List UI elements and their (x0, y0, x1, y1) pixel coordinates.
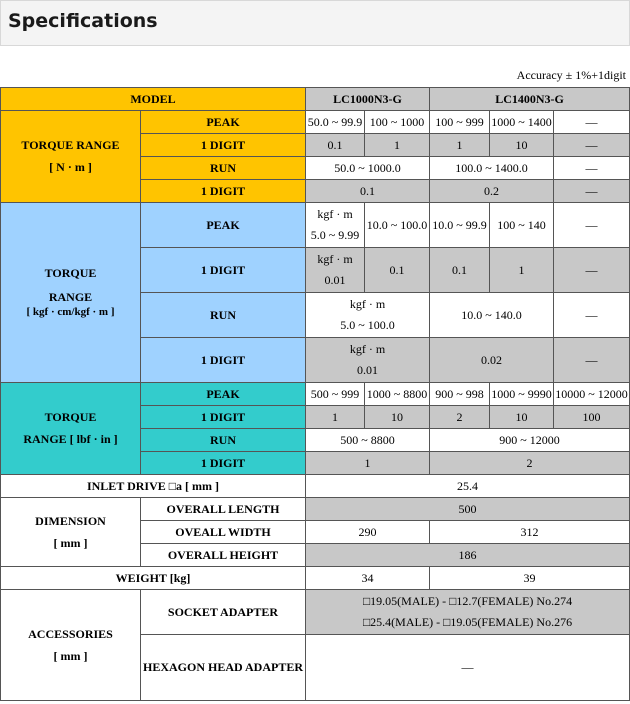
lbf-digit-cell: 10 (365, 406, 430, 429)
nm-group-line2: [ N · m ] (49, 160, 92, 174)
dim-length-row (1, 498, 630, 521)
nm-run-digit-cell: 0.2 (430, 180, 554, 203)
lbf-digit-cell: 2 (430, 406, 490, 429)
length-value: 500 (306, 498, 630, 521)
lbf-group-line1: TORQUE (44, 410, 97, 424)
accessories-line2: [ mm ] (53, 648, 88, 663)
lbf-digit-cell: 1 (306, 406, 365, 429)
hex-label: HEXAGON HEAD ADAPTER (141, 635, 306, 701)
model-row (1, 88, 630, 111)
width-value: 290 (306, 521, 430, 544)
nm-peak-label: PEAK (141, 111, 306, 134)
lbf-digit-label: 1 DIGIT (141, 406, 306, 429)
lbf-run-cell: 500 ~ 8800 (306, 429, 430, 452)
nm-peak-row (1, 111, 630, 134)
lbf-peak-cell: 500 ~ 999 (306, 383, 365, 406)
dimension-group-label (1, 498, 141, 567)
nm-peak-cell: 100 ~ 1000 (365, 111, 430, 134)
lbf-peak-row (1, 383, 630, 406)
nm-digit-label: 1 DIGIT (141, 134, 306, 157)
kgf-run-digit-cell: 0.02 (430, 338, 554, 383)
kgf-peak-cell: 10.0 ~ 99.9 (430, 203, 490, 248)
kgf-peak-value: 5.0 ~ 9.99 (310, 228, 360, 242)
kgf-group-line2: RANGE (48, 289, 93, 304)
socket-row (1, 590, 630, 635)
kgf-peak-unit: kgf · m (317, 207, 353, 221)
kgf-peak-row (1, 203, 630, 248)
inlet-row (1, 475, 630, 498)
kgf-run-cell: 10.0 ~ 140.0 (430, 293, 554, 338)
nm-run-cell: — (554, 157, 630, 180)
height-value: 186 (306, 544, 630, 567)
nm-digit-cell: 1 (430, 134, 490, 157)
lbf-run-digit-cell: 2 (430, 452, 630, 475)
kgf-digit-unit: kgf · m (317, 252, 353, 266)
kgf-run-digit-label: 1 DIGIT (141, 338, 306, 383)
kgf-run-cell: — (554, 293, 630, 338)
page-header (0, 0, 630, 46)
lbf-peak-cell: 900 ~ 998 (430, 383, 490, 406)
kgf-run-digit-unit: kgf · m (349, 342, 386, 356)
model-lc1400: LC1400N3-G (430, 88, 630, 111)
lbf-group-label (1, 383, 141, 475)
inlet-label: INLET DRIVE □a [ mm ] (1, 475, 306, 498)
inlet-value: 25.4 (306, 475, 630, 498)
weight-value: 34 (306, 567, 430, 590)
weight-label: WEIGHT [kg] (1, 567, 306, 590)
kgf-peak-cell: — (554, 203, 630, 248)
kgf-run-digit-value: 0.01 (357, 363, 378, 377)
page-title: Specifications (8, 10, 158, 32)
kgf-peak-cell (306, 203, 365, 248)
lbf-run-label: RUN (141, 429, 306, 452)
nm-digit-cell: 10 (490, 134, 554, 157)
nm-peak-cell: 100 ~ 999 (430, 111, 490, 134)
lbf-run-digit-cell: 1 (306, 452, 430, 475)
kgf-run-cell (306, 293, 430, 338)
kgf-digit-cell: 0.1 (365, 248, 430, 293)
dimension-line2: [ mm ] (53, 535, 88, 550)
nm-peak-cell: 1000 ~ 1400 (490, 111, 554, 134)
width-label: OVEALL WIDTH (141, 521, 306, 544)
accessories-line1: ACCESSORIES (28, 626, 113, 641)
width-value: 312 (430, 521, 630, 544)
nm-peak-cell: — (554, 111, 630, 134)
kgf-peak-cell: 10.0 ~ 100.0 (365, 203, 430, 248)
kgf-digit-cell: 1 (490, 248, 554, 293)
socket-value (306, 590, 630, 635)
kgf-run-unit: kgf · m (349, 297, 386, 311)
kgf-digit-cell: 0.1 (430, 248, 490, 293)
lbf-peak-label: PEAK (141, 383, 306, 406)
kgf-group-line1: TORQUE (44, 265, 97, 280)
lbf-peak-cell: 1000 ~ 8800 (365, 383, 430, 406)
model-lc1000: LC1000N3-G (306, 88, 430, 111)
nm-run-digit-cell: — (554, 180, 630, 203)
lbf-digit-cell: 10 (490, 406, 554, 429)
nm-digit-cell: — (554, 134, 630, 157)
nm-group-label (1, 111, 141, 203)
lbf-run-cell: 900 ~ 12000 (430, 429, 630, 452)
model-label: MODEL (1, 88, 306, 111)
kgf-peak-label: PEAK (141, 203, 306, 248)
weight-row (1, 567, 630, 590)
kgf-run-digit-cell: — (554, 338, 630, 383)
nm-run-cell: 50.0 ~ 1000.0 (306, 157, 430, 180)
dimension-line1: DIMENSION (35, 513, 106, 528)
socket-line: □19.05(MALE) - □12.7(FEMALE) No.274 (362, 594, 573, 608)
nm-run-cell: 100.0 ~ 1400.0 (430, 157, 554, 180)
nm-run-digit-label: 1 DIGIT (141, 180, 306, 203)
accuracy-note: Accuracy ± 1%+1digit (516, 68, 626, 82)
nm-digit-cell: 1 (365, 134, 430, 157)
nm-digit-cell: 0.1 (306, 134, 365, 157)
height-label: OVERALL HEIGHT (141, 544, 306, 567)
kgf-digit-value: 0.01 (324, 273, 346, 287)
lbf-group-line2: RANGE [ lbf · in ] (23, 432, 118, 446)
length-label: OVERALL LENGTH (141, 498, 306, 521)
lbf-peak-cell: 1000 ~ 9990 (490, 383, 554, 406)
kgf-group-label (1, 203, 141, 383)
kgf-group-line3: [ kgf · cm/kgf · m ] (26, 305, 115, 318)
hex-value: — (306, 635, 630, 701)
kgf-peak-cell: 100 ~ 140 (490, 203, 554, 248)
nm-run-label: RUN (141, 157, 306, 180)
lbf-digit-cell: 100 (554, 406, 630, 429)
kgf-run-digit-cell (306, 338, 430, 383)
socket-label: SOCKET ADAPTER (141, 590, 306, 635)
socket-line: □25.4(MALE) - □19.05(FEMALE) No.276 (362, 615, 573, 629)
kgf-digit-cell: — (554, 248, 630, 293)
kgf-run-label: RUN (141, 293, 306, 338)
kgf-run-value: 5.0 ~ 100.0 (340, 318, 395, 332)
weight-value: 39 (430, 567, 630, 590)
nm-peak-cell: 50.0 ~ 99.9 (306, 111, 365, 134)
accessories-group-label (1, 590, 141, 701)
specifications-table (0, 87, 630, 701)
lbf-peak-cell: 10000 ~ 12000 (554, 383, 630, 406)
kgf-digit-cell (306, 248, 365, 293)
kgf-digit-label: 1 DIGIT (141, 248, 306, 293)
nm-run-digit-cell: 0.1 (306, 180, 430, 203)
nm-group-line1: TORQUE RANGE (21, 138, 120, 152)
lbf-run-digit-label: 1 DIGIT (141, 452, 306, 475)
